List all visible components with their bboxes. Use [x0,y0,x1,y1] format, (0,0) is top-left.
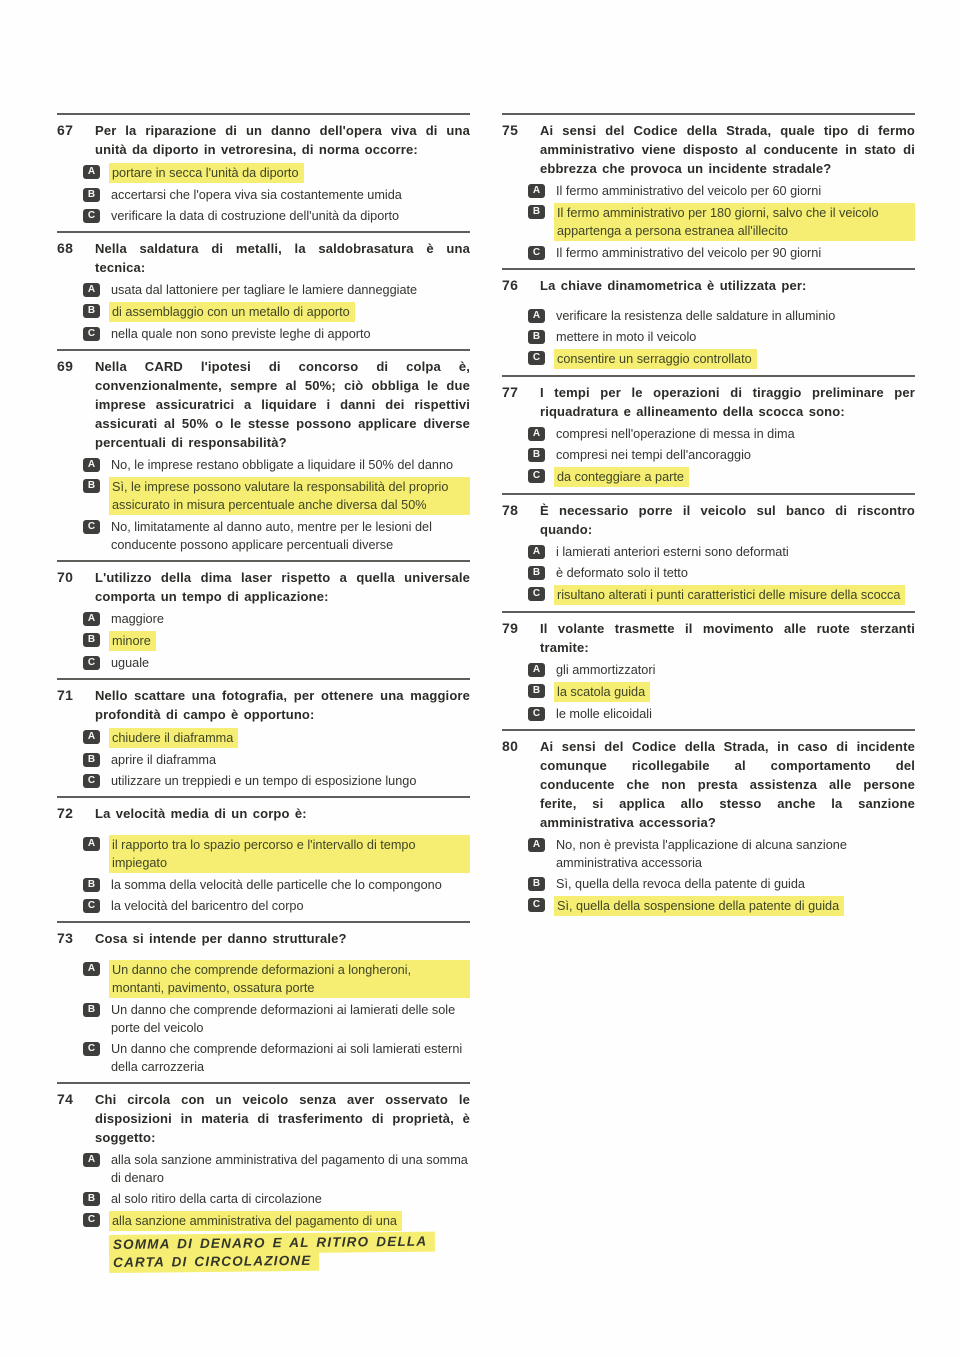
option-text-highlighted: minore [109,631,156,651]
option-letter-chip: A [83,612,100,626]
question-number: 79 [502,620,519,636]
option-text-highlighted: consentire un serraggio controllato [554,349,757,369]
option-text: Un danno che comprende deformazioni ai lamierati delle sole porte del veicolo [111,1003,456,1035]
option-letter-chip: C [528,469,545,483]
option-row-72A [83,835,470,873]
option-text: accertarsi che l'opera viva sia costantemente umida [111,188,402,202]
question-text: Ai sensi del Codice della Strada, quale tipo di fermo amministrativo viene disposto al conducente in stato di ebbrezza che provoca un incidente stradale? [540,123,915,176]
option-letter-chip: A [528,427,545,441]
option-row-67A [83,163,470,183]
option-row-79B [528,682,915,702]
option-letter-chip: C [528,351,545,365]
question-number: 76 [502,277,519,293]
question-block-78 [502,495,915,611]
option-text: al solo ritiro della carta di circolazione [111,1192,322,1206]
option-letter-chip: A [528,545,545,559]
question-divider [57,678,470,680]
options-list [528,836,915,916]
option-letter-chip: B [528,448,545,462]
option-row-77A [528,425,915,443]
option-text: maggiore [111,612,164,626]
option-text: usata dal lattoniere per tagliare le lamiere danneggiate [111,283,418,297]
option-text: verificare la data di costruzione dell'unità da diporto [111,209,400,223]
question-block-73 [57,923,470,1082]
option-row-70B [83,631,470,651]
option-text-highlighted: chiudere il diaframma [109,728,238,748]
question-number: 78 [502,502,519,518]
option-letter-chip: A [528,663,545,677]
option-letter-chip: C [83,774,100,788]
option-row-75B [528,203,915,241]
option-text: nella quale non sono previste leghe di apporto [111,327,371,341]
question-text: È necessario porre il veicolo sul banco di riscontro quando: [540,503,915,537]
option-row-78A [528,543,915,561]
option-row-68B [83,302,470,322]
option-letter-chip: C [83,1042,100,1056]
options-list [83,281,470,343]
question-divider [57,921,470,923]
option-row-70C [83,654,470,672]
question-text: Nella saldatura di metalli, la saldobrasatura è una tecnica: [95,241,470,275]
question-block-75 [502,115,915,268]
option-letter-chip: C [83,327,100,341]
option-text: è deformato solo il tetto [556,566,688,580]
options-list [528,661,915,723]
option-row-74C [83,1211,470,1231]
option-letter-chip: A [83,165,100,179]
option-letter-chip: C [83,209,100,223]
options-list [83,728,470,790]
question-divider [502,268,915,270]
quiz-column-left [57,113,470,1278]
question-number: 70 [57,569,74,585]
question-header [502,619,915,657]
question-block-71 [57,680,470,796]
option-row-76A [528,307,915,325]
option-letter-chip: B [83,753,100,767]
option-row-80B [528,875,915,893]
option-letter-chip: A [83,962,100,976]
option-letter-chip: A [528,184,545,198]
question-number: 71 [57,687,74,703]
options-list [528,425,915,487]
option-text: la somma della velocità delle particelle che lo compongono [111,878,442,892]
option-text: Sì, quella della revoca della patente di guida [556,877,805,891]
option-row-70A [83,610,470,628]
option-text: aprire il diaframma [111,753,217,767]
option-row-67C [83,207,470,225]
question-block-67 [57,115,470,231]
option-row-79A [528,661,915,679]
option-letter-chip: B [83,633,100,647]
question-header [57,804,470,823]
option-letter-chip: B [83,1192,100,1206]
question-number: 69 [57,358,74,374]
question-number: 68 [57,240,74,256]
option-row-71B [83,751,470,769]
option-row-74A [83,1151,470,1187]
option-row-67B [83,186,470,204]
question-text: L'utilizzo della dima laser rispetto a quella universale comporta un tempo di applicazione: [95,570,470,604]
option-row-80A [528,836,915,872]
option-letter-chip: A [83,1153,100,1167]
option-text: la velocità del baricentro del corpo [111,899,304,913]
question-number: 80 [502,738,519,754]
option-text: No, non è prevista l'applicazione di alcuna sanzione amministrativa accessoria [556,838,847,870]
option-row-77C [528,467,915,487]
option-text-highlighted: la scatola guida [554,682,650,702]
question-block-80 [502,731,915,922]
option-letter-chip: A [83,730,100,744]
option-text: No, le imprese restano obbligate a liquidare il 50% del danno [111,458,454,472]
question-text: Nella CARD l'ipotesi di concorso di colpa è, convenzionalmente, sempre al 50%; ciò obbliga le due imprese assicuratrici a liquidare i danni dei rispettivi assicurati al 50% o le stesse possono applicare diverse percentuali di responsabilità? [95,359,470,450]
option-text-highlighted: Un danno che comprende deformazioni a longheroni, montanti, pavimento, ossatura porte [109,960,470,998]
option-text-highlighted: alla sanzione amministrativa del pagamento di una [109,1211,402,1231]
option-row-74B [83,1190,470,1208]
question-divider [502,493,915,495]
option-row-78B [528,564,915,582]
question-header [502,121,915,178]
option-letter-chip: C [83,656,100,670]
question-divider [57,113,470,115]
question-divider [57,560,470,562]
question-divider [502,113,915,115]
option-letter-chip: C [528,898,545,912]
option-letter-chip: B [528,566,545,580]
option-letter-chip: C [83,520,100,534]
question-text: Per la riparazione di un danno dell'opera viva di una unità da diporto in vetroresina, di norma occorre: [95,123,470,157]
option-letter-chip: B [83,188,100,202]
option-row-76B [528,328,915,346]
question-header [57,121,470,159]
option-row-80C [528,896,915,916]
option-text: mettere in moto il veicolo [556,330,697,344]
option-text: uguale [111,656,150,670]
options-list [83,1151,470,1231]
option-text: No, limitatamente al danno auto, mentre per le lesioni del conducente possono applicare percentuali diverse [111,520,432,552]
question-divider [57,1082,470,1084]
question-block-70 [57,562,470,678]
option-row-68C [83,325,470,343]
option-row-79C [528,705,915,723]
option-letter-chip: C [83,1213,100,1227]
question-header [57,568,470,606]
question-header [57,357,470,452]
question-header [502,501,915,539]
question-number: 75 [502,122,519,138]
question-block-79 [502,613,915,729]
question-header [502,383,915,421]
option-text: compresi nell'operazione di messa in dima [556,427,795,441]
option-letter-chip: A [83,283,100,297]
option-text: Un danno che comprende deformazioni ai soli lamierati esterni della carrozzeria [111,1042,463,1074]
question-header [502,276,915,295]
options-list [83,163,470,225]
option-text: le molle elicoidali [556,707,652,721]
options-list [528,543,915,605]
option-text: Il fermo amministrativo del veicolo per 60 giorni [556,184,822,198]
option-row-73C [83,1040,470,1076]
options-list [528,307,915,369]
question-block-72 [57,798,470,921]
option-row-75C [528,244,915,262]
question-text: I tempi per le operazioni di tiraggio preliminare per riquadratura e allineamento della scocca sono: [540,385,915,419]
question-divider [502,611,915,613]
option-row-73A [83,960,470,998]
question-number: 67 [57,122,74,138]
option-letter-chip: C [528,246,545,260]
options-list [83,960,470,1076]
question-header [57,929,470,948]
option-row-71A [83,728,470,748]
question-block-69 [57,351,470,560]
question-block-74 [57,1084,470,1278]
option-row-77B [528,446,915,464]
option-row-69B [83,477,470,515]
question-number: 72 [57,805,74,821]
option-letter-chip: B [528,205,545,219]
option-letter-chip: C [528,707,545,721]
question-header [57,686,470,724]
option-letter-chip: B [83,479,100,493]
option-letter-chip: A [83,458,100,472]
option-row-71C [83,772,470,790]
option-text: verificare la resistenza delle saldature in alluminio [556,309,836,323]
question-block-77 [502,377,915,493]
options-list [83,456,470,554]
handwritten-note-text: SOMMA DI DENARO E AL RITIRO DELLA CARTA DI CIRCOLAZIONE [109,1232,436,1273]
option-text: i lamierati anteriori esterni sono deformati [556,545,789,559]
option-letter-chip: C [83,899,100,913]
question-text: Chi circola con un veicolo senza aver osservato le disposizioni in materia di trasferimento di proprietà, è soggetto: [95,1092,470,1145]
options-list [83,610,470,672]
option-letter-chip: B [528,330,545,344]
option-row-68A [83,281,470,299]
question-divider [57,349,470,351]
question-text: Cosa si intende per danno strutturale? [95,931,347,946]
option-letter-chip: B [83,304,100,318]
question-header [502,737,915,832]
option-text-highlighted: Il fermo amministrativo per 180 giorni, salvo che il veicolo appartenga a persona estranea all'illecito [554,203,915,241]
option-letter-chip: C [528,587,545,601]
options-list [83,835,470,915]
question-text: Il volante trasmette il movimento alle ruote sterzanti tramite: [540,621,915,655]
question-divider [502,375,915,377]
question-number: 77 [502,384,519,400]
question-text: La chiave dinamometrica è utilizzata per: [540,278,807,293]
question-block-76 [502,270,915,375]
option-letter-chip: B [528,877,545,891]
option-letter-chip: B [83,878,100,892]
option-text-highlighted: risultano alterati i punti caratteristici delle misure della scocca [554,585,905,605]
option-row-73B [83,1001,470,1037]
option-text: alla sola sanzione amministrativa del pagamento di una somma di denaro [111,1153,468,1185]
question-header [57,1090,470,1147]
option-text: gli ammortizzatori [556,663,656,677]
option-row-76C [528,349,915,369]
option-text-highlighted: portare in secca l'unità da diporto [109,163,304,183]
option-letter-chip: A [83,837,100,851]
option-letter-chip: B [83,1003,100,1017]
option-row-75A [528,182,915,200]
option-row-69C [83,518,470,554]
question-block-68 [57,233,470,349]
question-number: 73 [57,930,74,946]
question-text: Ai sensi del Codice della Strada, in caso di incidente comunque ricollegabile al comportamento del conducente che non presta assistenza alle persone ferite, si applica allo stesso anche la sanzione amministrativa accessoria? [540,739,915,830]
option-letter-chip: A [528,838,545,852]
quiz-column-right [502,113,915,922]
option-text-highlighted: il rapporto tra lo spazio percorso e l'intervallo di tempo impiegato [109,835,470,873]
question-header [57,239,470,277]
question-divider [502,729,915,731]
option-text-highlighted: Sì, le imprese possono valutare la responsabilità del proprio assicurato in misura percentuale anche diversa dal 50% [109,477,470,515]
question-text: Nello scattare una fotografia, per ottenere una maggiore profondità di campo è opportuno: [95,688,470,722]
handwritten-note [109,1232,470,1272]
question-divider [57,231,470,233]
option-text-highlighted: Sì, quella della sospensione della patente di guida [554,896,844,916]
option-row-69A [83,456,470,474]
option-row-72B [83,876,470,894]
option-row-78C [528,585,915,605]
question-text: La velocità media di un corpo è: [95,806,307,821]
options-list [528,182,915,262]
option-text-highlighted: di assemblaggio con un metallo di apporto [109,302,355,322]
option-text-highlighted: da conteggiare a parte [554,467,689,487]
option-row-72C [83,897,470,915]
option-text: utilizzare un treppiedi e un tempo di esposizione lungo [111,774,417,788]
quiz-columns [57,113,915,1278]
option-letter-chip: A [528,309,545,323]
option-text: Il fermo amministrativo del veicolo per 90 giorni [556,246,822,260]
option-text: compresi nei tempi dell'ancoraggio [556,448,751,462]
question-number: 74 [57,1091,74,1107]
option-letter-chip: B [528,684,545,698]
question-divider [57,796,470,798]
